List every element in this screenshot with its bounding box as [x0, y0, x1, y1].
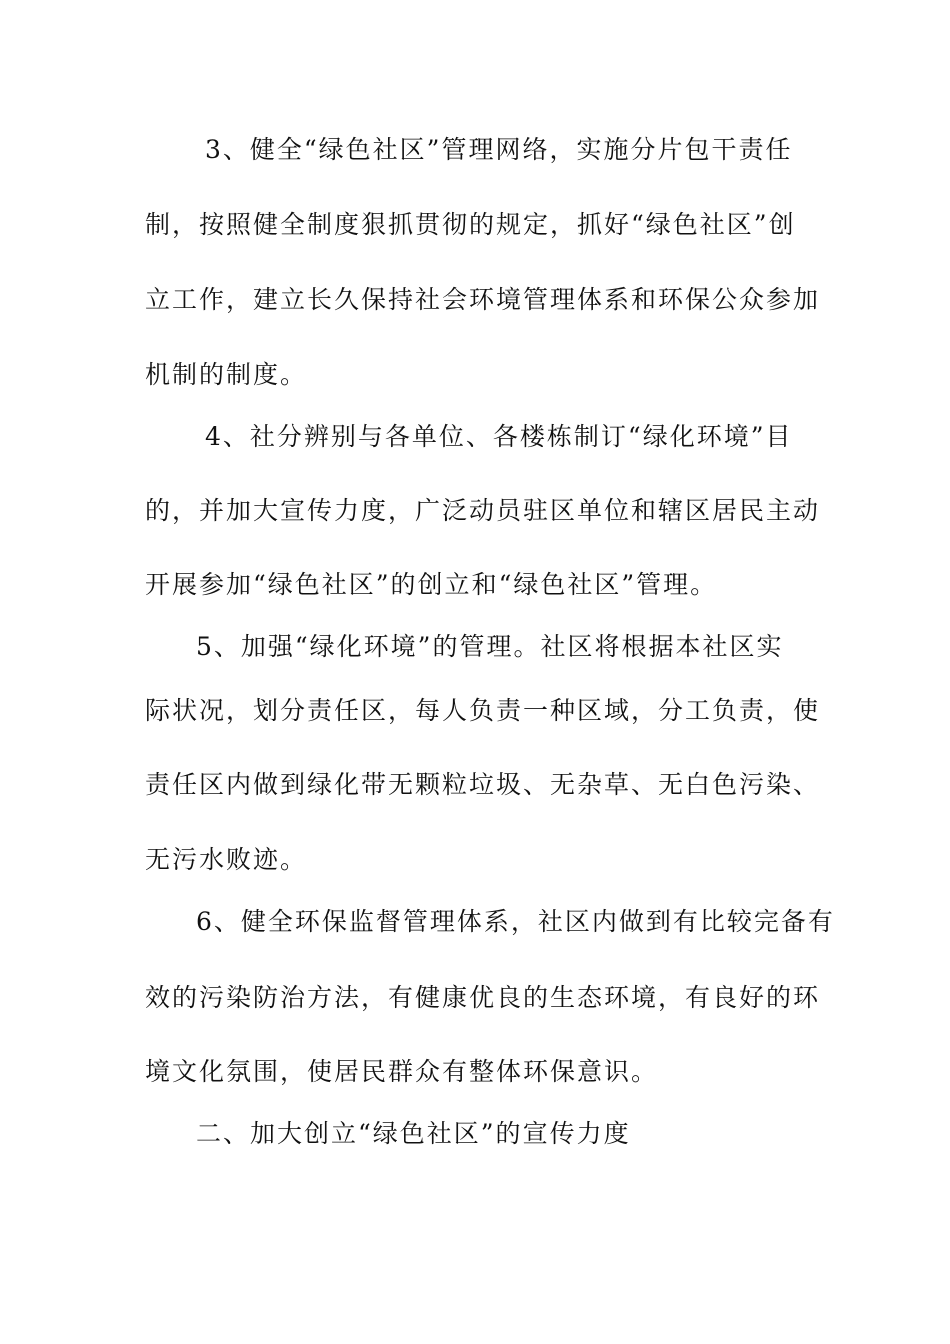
- text-line: 责任区内做到绿化带无颗粒垃圾、无杂草、无白色污染、: [145, 770, 821, 799]
- text-line: 机制的制度。: [145, 360, 308, 389]
- text-line: 效的污染防治方法，有健康优良的生态环境，有良好的环: [145, 983, 821, 1012]
- text-line: 开展参加“绿色社区”的创立和“绿色社区”管理。: [145, 570, 718, 599]
- text-line: 无污水败迹。: [145, 845, 308, 874]
- text-line: 的，并加大宣传力度，广泛动员驻区单位和辖区居民主动: [145, 496, 821, 525]
- text-line: 立工作，建立长久保持社会环境管理体系和环保公众参加: [145, 285, 821, 314]
- section-heading: 二、加大创立“绿色社区”的宣传力度: [196, 1119, 631, 1148]
- text-line: 3、健全“绿色社区”管理网络，实施分片包干责任: [205, 135, 793, 164]
- text-line: 6、健全环保监督管理体系，社区内做到有比较完备有: [196, 907, 835, 936]
- text-line: 5、加强“绿化环境”的管理。社区将根据本社区实: [196, 632, 784, 661]
- text-line: 制，按照健全制度狠抓贯彻的规定，抓好“绿色社区”创: [145, 210, 796, 239]
- text-line: 境文化氛围，使居民群众有整体环保意识。: [145, 1057, 659, 1086]
- text-line: 4、社分辨别与各单位、各楼栋制订“绿化环境”目: [205, 422, 793, 451]
- text-line: 际状况，划分责任区，每人负责一种区域，分工负责，使: [145, 696, 821, 725]
